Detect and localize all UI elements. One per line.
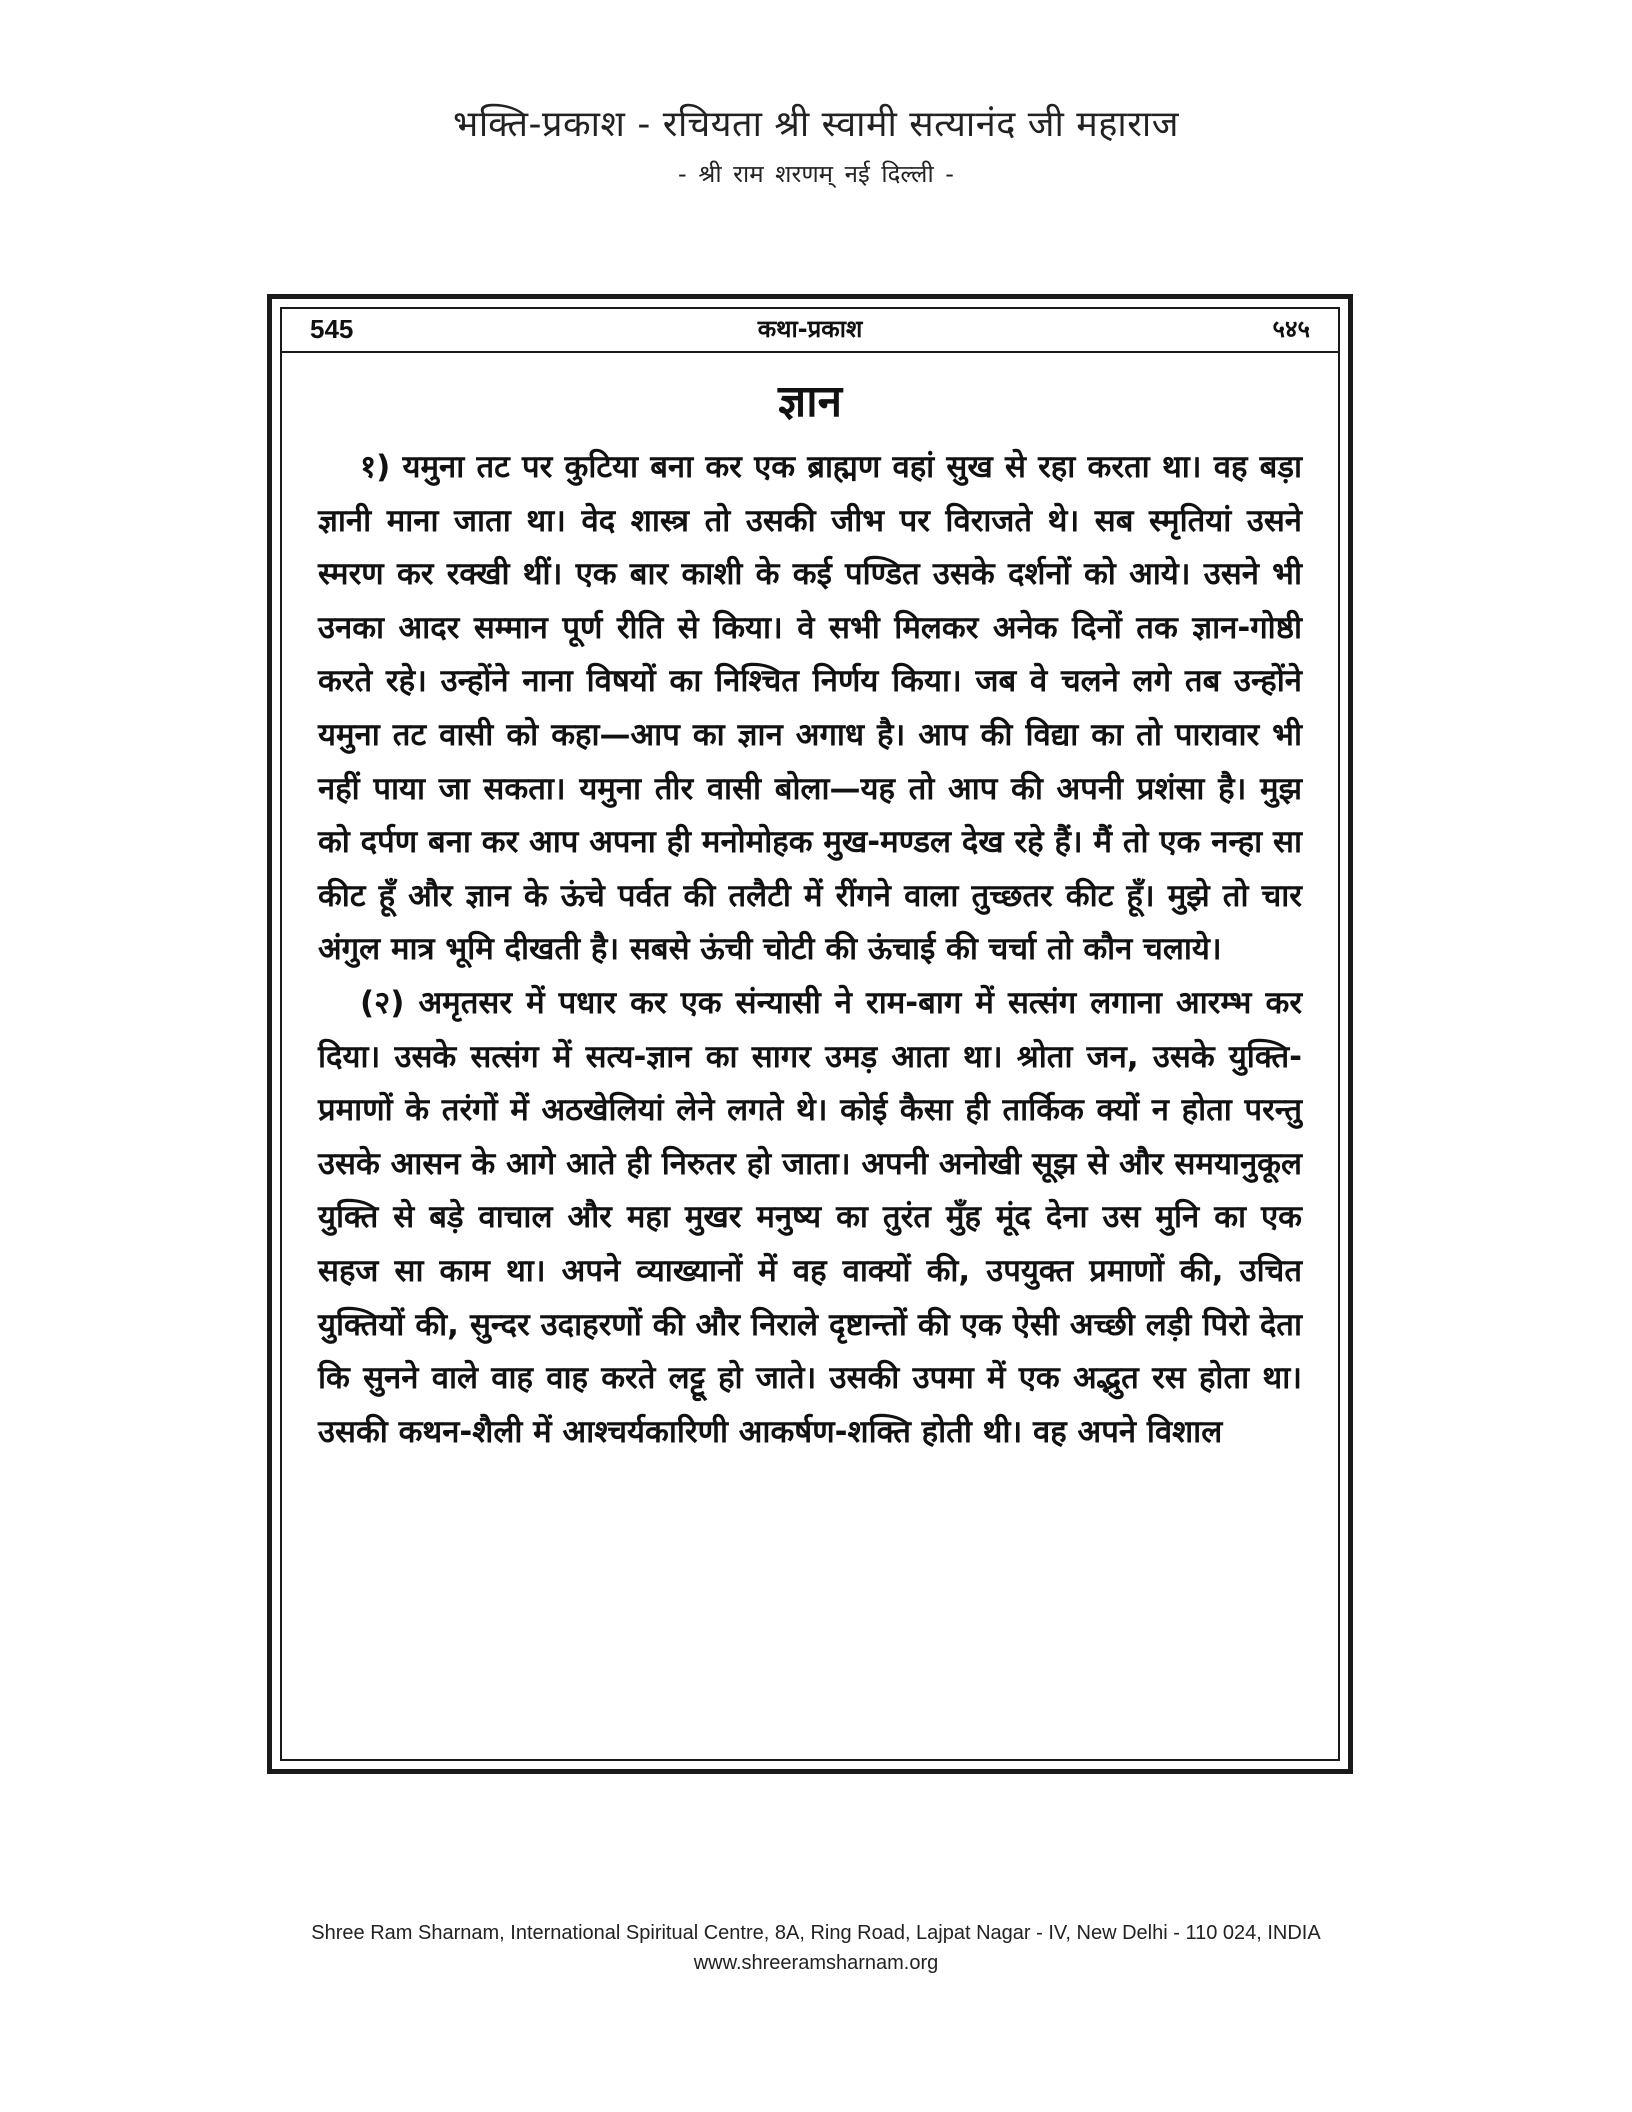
page-number-arabic: 545 bbox=[310, 314, 354, 344]
book-title: भक्ति-प्रकाश - रचियता श्री स्वामी सत्यानंद जी महाराज bbox=[453, 104, 1179, 145]
publisher-subtitle: - श्री राम शरणम् नई दिल्ली - bbox=[678, 160, 954, 188]
footer-address: Shree Ram Sharnam, International Spiritual Centre, 8A, Ring Road, Lajpat Nagar - IV, New Delhi - 110 024, INDIA bbox=[311, 1922, 1321, 1944]
paragraph-2: (२) अमृतसर में पधार कर एक संन्यासी ने राम-बाग में सत्संग लगाना आरम्भ कर दिया। उसके सत्संग में सत्य-ज्ञान का सागर उमड़ आता था। श्रोता जन, उसके युक्ति-प्रमाणों के तरंगों में अठखेलियां लेने लगते थे। कोई कैसा ही तार्किक क्यों न होता परन्तु उसके आसन के आगे आते ही निरुतर हो जाता। अपनी अनोखी सूझ से और समयानुकूल युक्ति से बड़े वाचाल और महा मुखर मनुष्य का तुरंत मुँह मूंद देना उस मुनि का एक सहज सा काम था। अपने व्याख्यानों में वह वाक्यों की, उपयुक्त प्रमाणों की, उचित युक्तियों की, सुन्दर उदाहरणों की और निराले दृष्टान्तों की एक ऐसी अच्छी लड़ी पिरो देता कि सुनने वाले वाह वाह करते लट्टू हो जाते। उसकी उपमा में एक अद्भुत रस होता था। उसकी कथन-शैली में आश्चर्यकारिणी आकर्षण-शक्ति होती थी। वह अपने विशाल bbox=[318, 984, 1302, 1450]
footer-website: www.shreeramsharnam.org bbox=[693, 1952, 939, 1974]
running-head bbox=[282, 309, 1338, 353]
paragraph-1: १) यमुना तट पर कुटिया बना कर एक ब्राह्मण वहां सुख से रहा करता था। वह बड़ा ज्ञानी माना जाता था। वेद शास्त्र तो उसकी जीभ पर विराजते थे। सब स्मृतियां उसने स्मरण कर रक्खी थीं। एक बार काशी के कई पण्डित उसके दर्शनों को आये। उसने भी उनका आदर सम्मान पूर्ण रीति से किया। वे सभी मिलकर अनेक दिनों तक ज्ञान-गोष्ठी करते रहे। उन्होंने नाना विषयों का निश्चित निर्णय किया। जब वे चलने लगे तब उन्होंने यमुना तट वासी को कहा—आप का ज्ञान अगाध है। आप की विद्या का तो पारावार भी नहीं पाया जा सकता। यमुना तीर वासी बोला—यह तो आप की अपनी प्रशंसा है। मुझ को दर्पण बना कर आप अपना ही मनोमोहक मुख-मण्डल देख रहे हैं। मैं तो एक नन्हा सा कीट हूँ और ज्ञान के ऊंचे पर्वत की तलैटी में रींगने वाला तुच्छतर कीट हूँ। मुझे तो चार अंगुल मात्र भूमि दीखती है। सबसे ऊंची चोटी की ऊंचाई की चर्चा तो कौन चलाये। bbox=[318, 449, 1302, 968]
page-number-devanagari: ५४५ bbox=[1272, 315, 1310, 343]
section-title: कथा-प्रकाश bbox=[757, 315, 863, 343]
page-footer bbox=[0, 1918, 1632, 1978]
page-frame-inner bbox=[280, 307, 1340, 1761]
page-header bbox=[0, 100, 1632, 192]
page-frame bbox=[267, 294, 1353, 1774]
body-text bbox=[318, 441, 1302, 1459]
chapter-title: ज्ञान bbox=[777, 376, 843, 427]
